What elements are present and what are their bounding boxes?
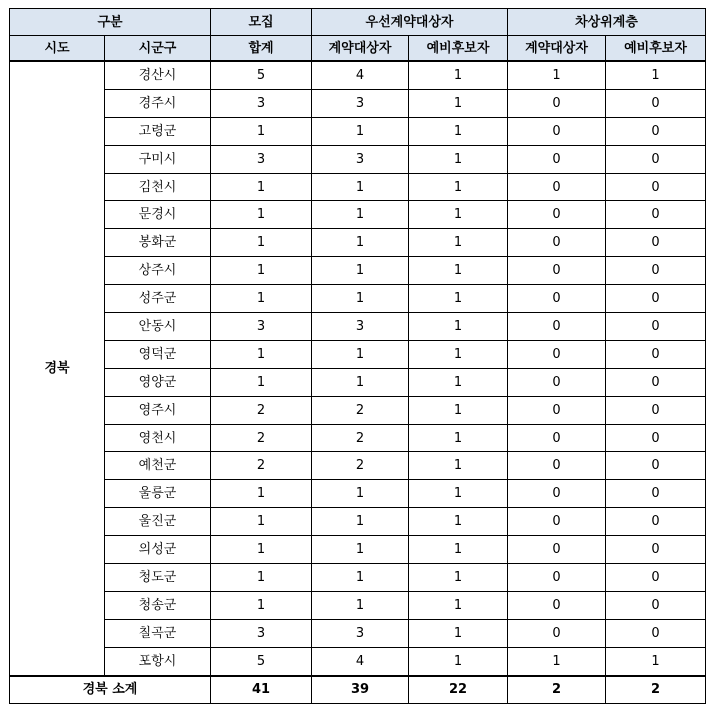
cell-next-reserve: 0 bbox=[606, 368, 706, 396]
subtotal-priority-contract: 39 bbox=[312, 676, 409, 704]
table-row bbox=[10, 536, 706, 564]
cell-next-reserve: 0 bbox=[606, 257, 706, 285]
cell-next-contract: 0 bbox=[508, 591, 606, 619]
cell-city: 영덕군 bbox=[105, 340, 211, 368]
cell-priority-reserve: 1 bbox=[409, 201, 508, 229]
subtotal-next-reserve: 2 bbox=[606, 676, 706, 704]
cell-next-reserve: 0 bbox=[606, 619, 706, 647]
header-province: 시도 bbox=[10, 36, 105, 62]
cell-next-contract: 0 bbox=[508, 508, 606, 536]
cell-priority-contract: 2 bbox=[312, 424, 409, 452]
cell-next-contract: 0 bbox=[508, 229, 606, 257]
table-row bbox=[10, 117, 706, 145]
table-row bbox=[10, 368, 706, 396]
cell-next-reserve: 0 bbox=[606, 229, 706, 257]
cell-priority-reserve: 1 bbox=[409, 591, 508, 619]
cell-next-reserve: 0 bbox=[606, 89, 706, 117]
cell-next-contract: 0 bbox=[508, 564, 606, 592]
cell-next-contract: 1 bbox=[508, 61, 606, 89]
cell-priority-reserve: 1 bbox=[409, 368, 508, 396]
cell-next-reserve: 0 bbox=[606, 591, 706, 619]
cell-city: 김천시 bbox=[105, 173, 211, 201]
cell-total: 2 bbox=[211, 424, 312, 452]
cell-next-reserve: 0 bbox=[606, 424, 706, 452]
cell-priority-reserve: 1 bbox=[409, 257, 508, 285]
cell-priority-reserve: 1 bbox=[409, 173, 508, 201]
cell-total: 1 bbox=[211, 480, 312, 508]
cell-priority-contract: 1 bbox=[312, 508, 409, 536]
table-row bbox=[10, 564, 706, 592]
table-row bbox=[10, 340, 706, 368]
cell-city: 성주군 bbox=[105, 285, 211, 313]
cell-next-reserve: 1 bbox=[606, 61, 706, 89]
cell-priority-contract: 1 bbox=[312, 591, 409, 619]
table-row bbox=[10, 591, 706, 619]
cell-next-contract: 0 bbox=[508, 145, 606, 173]
cell-city: 울진군 bbox=[105, 508, 211, 536]
cell-city: 경산시 bbox=[105, 61, 211, 89]
cell-total: 1 bbox=[211, 536, 312, 564]
cell-total: 3 bbox=[211, 313, 312, 341]
cell-next-contract: 0 bbox=[508, 480, 606, 508]
cell-next-reserve: 0 bbox=[606, 145, 706, 173]
cell-city: 울릉군 bbox=[105, 480, 211, 508]
cell-next-contract: 0 bbox=[508, 368, 606, 396]
cell-total: 2 bbox=[211, 452, 312, 480]
header-next-contract: 계약대상자 bbox=[508, 36, 606, 62]
cell-priority-reserve: 1 bbox=[409, 396, 508, 424]
table-row bbox=[10, 452, 706, 480]
table-row bbox=[10, 201, 706, 229]
cell-priority-reserve: 1 bbox=[409, 536, 508, 564]
table-row bbox=[10, 508, 706, 536]
cell-next-contract: 0 bbox=[508, 619, 606, 647]
cell-total: 1 bbox=[211, 117, 312, 145]
subtotal-next-contract: 2 bbox=[508, 676, 606, 704]
cell-total: 5 bbox=[211, 61, 312, 89]
cell-next-reserve: 0 bbox=[606, 536, 706, 564]
cell-priority-contract: 1 bbox=[312, 201, 409, 229]
header-priority-reserve: 예비후보자 bbox=[409, 36, 508, 62]
header-priority-contract: 계약대상자 bbox=[312, 36, 409, 62]
cell-priority-contract: 1 bbox=[312, 368, 409, 396]
cell-priority-contract: 1 bbox=[312, 536, 409, 564]
cell-city: 경주시 bbox=[105, 89, 211, 117]
table-row bbox=[10, 647, 706, 675]
cell-city: 문경시 bbox=[105, 201, 211, 229]
table-row bbox=[10, 313, 706, 341]
cell-priority-reserve: 1 bbox=[409, 647, 508, 675]
cell-city: 청송군 bbox=[105, 591, 211, 619]
cell-next-contract: 0 bbox=[508, 340, 606, 368]
region-cell: 경북 bbox=[10, 61, 105, 676]
cell-total: 3 bbox=[211, 619, 312, 647]
cell-priority-contract: 4 bbox=[312, 61, 409, 89]
cell-total: 5 bbox=[211, 647, 312, 675]
cell-next-reserve: 0 bbox=[606, 313, 706, 341]
cell-next-reserve: 0 bbox=[606, 508, 706, 536]
cell-total: 3 bbox=[211, 145, 312, 173]
cell-priority-contract: 1 bbox=[312, 564, 409, 592]
cell-priority-reserve: 1 bbox=[409, 424, 508, 452]
cell-priority-contract: 1 bbox=[312, 257, 409, 285]
cell-priority-reserve: 1 bbox=[409, 340, 508, 368]
cell-next-reserve: 0 bbox=[606, 173, 706, 201]
table-row bbox=[10, 229, 706, 257]
cell-next-contract: 0 bbox=[508, 424, 606, 452]
cell-priority-reserve: 1 bbox=[409, 145, 508, 173]
cell-priority-reserve: 1 bbox=[409, 564, 508, 592]
cell-city: 영천시 bbox=[105, 424, 211, 452]
header-priority: 우선계약대상자 bbox=[312, 9, 508, 36]
cell-priority-reserve: 1 bbox=[409, 285, 508, 313]
cell-total: 1 bbox=[211, 229, 312, 257]
subtotal-priority-reserve: 22 bbox=[409, 676, 508, 704]
header-next: 차상위계층 bbox=[508, 9, 706, 36]
cell-next-contract: 1 bbox=[508, 647, 606, 675]
cell-city: 안동시 bbox=[105, 313, 211, 341]
cell-next-reserve: 0 bbox=[606, 396, 706, 424]
subtotal-row bbox=[10, 676, 706, 704]
table-row bbox=[10, 424, 706, 452]
cell-next-reserve: 0 bbox=[606, 564, 706, 592]
cell-priority-contract: 1 bbox=[312, 285, 409, 313]
cell-priority-contract: 4 bbox=[312, 647, 409, 675]
cell-city: 칠곡군 bbox=[105, 619, 211, 647]
cell-priority-contract: 3 bbox=[312, 619, 409, 647]
cell-next-reserve: 0 bbox=[606, 480, 706, 508]
cell-next-contract: 0 bbox=[508, 285, 606, 313]
cell-total: 1 bbox=[211, 173, 312, 201]
cell-next-reserve: 1 bbox=[606, 647, 706, 675]
cell-total: 1 bbox=[211, 368, 312, 396]
table-row bbox=[10, 145, 706, 173]
cell-priority-contract: 2 bbox=[312, 396, 409, 424]
cell-city: 영주시 bbox=[105, 396, 211, 424]
cell-city: 고령군 bbox=[105, 117, 211, 145]
cell-city: 영양군 bbox=[105, 368, 211, 396]
cell-next-contract: 0 bbox=[508, 536, 606, 564]
cell-total: 3 bbox=[211, 89, 312, 117]
table-row bbox=[10, 396, 706, 424]
cell-total: 1 bbox=[211, 285, 312, 313]
cell-priority-reserve: 1 bbox=[409, 229, 508, 257]
cell-city: 예천군 bbox=[105, 452, 211, 480]
table-row bbox=[10, 89, 706, 117]
cell-next-reserve: 0 bbox=[606, 452, 706, 480]
cell-next-contract: 0 bbox=[508, 452, 606, 480]
cell-priority-contract: 3 bbox=[312, 145, 409, 173]
cell-priority-reserve: 1 bbox=[409, 619, 508, 647]
subtotal-total: 41 bbox=[211, 676, 312, 704]
cell-next-contract: 0 bbox=[508, 396, 606, 424]
header-total: 합계 bbox=[211, 36, 312, 62]
cell-priority-reserve: 1 bbox=[409, 452, 508, 480]
cell-next-reserve: 0 bbox=[606, 201, 706, 229]
recruitment-table bbox=[9, 8, 706, 704]
header-city: 시군구 bbox=[105, 36, 211, 62]
table-row bbox=[10, 61, 706, 89]
header-category: 구분 bbox=[10, 9, 211, 36]
cell-priority-reserve: 1 bbox=[409, 313, 508, 341]
cell-priority-contract: 1 bbox=[312, 340, 409, 368]
cell-priority-contract: 3 bbox=[312, 89, 409, 117]
cell-city: 상주시 bbox=[105, 257, 211, 285]
cell-total: 1 bbox=[211, 508, 312, 536]
cell-next-contract: 0 bbox=[508, 313, 606, 341]
cell-priority-reserve: 1 bbox=[409, 480, 508, 508]
cell-city: 청도군 bbox=[105, 564, 211, 592]
table-row bbox=[10, 257, 706, 285]
cell-priority-contract: 1 bbox=[312, 173, 409, 201]
cell-priority-contract: 2 bbox=[312, 452, 409, 480]
cell-priority-contract: 1 bbox=[312, 117, 409, 145]
table-row bbox=[10, 285, 706, 313]
cell-next-contract: 0 bbox=[508, 173, 606, 201]
subtotal-label: 경북 소계 bbox=[10, 676, 211, 704]
cell-priority-contract: 1 bbox=[312, 229, 409, 257]
cell-next-reserve: 0 bbox=[606, 340, 706, 368]
cell-city: 포항시 bbox=[105, 647, 211, 675]
cell-priority-reserve: 1 bbox=[409, 89, 508, 117]
cell-next-reserve: 0 bbox=[606, 285, 706, 313]
cell-next-contract: 0 bbox=[508, 89, 606, 117]
table-row bbox=[10, 173, 706, 201]
cell-total: 1 bbox=[211, 340, 312, 368]
cell-total: 1 bbox=[211, 257, 312, 285]
cell-next-contract: 0 bbox=[508, 201, 606, 229]
cell-total: 1 bbox=[211, 591, 312, 619]
table-row bbox=[10, 619, 706, 647]
table-row bbox=[10, 480, 706, 508]
header-recruit: 모집 bbox=[211, 9, 312, 36]
cell-next-reserve: 0 bbox=[606, 117, 706, 145]
cell-priority-reserve: 1 bbox=[409, 61, 508, 89]
cell-city: 봉화군 bbox=[105, 229, 211, 257]
cell-priority-contract: 1 bbox=[312, 480, 409, 508]
table-body bbox=[10, 61, 706, 676]
cell-priority-reserve: 1 bbox=[409, 117, 508, 145]
cell-next-contract: 0 bbox=[508, 117, 606, 145]
cell-priority-contract: 3 bbox=[312, 313, 409, 341]
cell-priority-reserve: 1 bbox=[409, 508, 508, 536]
header-next-reserve: 예비후보자 bbox=[606, 36, 706, 62]
cell-total: 1 bbox=[211, 201, 312, 229]
cell-total: 1 bbox=[211, 564, 312, 592]
cell-city: 구미시 bbox=[105, 145, 211, 173]
cell-next-contract: 0 bbox=[508, 257, 606, 285]
cell-city: 의성군 bbox=[105, 536, 211, 564]
cell-total: 2 bbox=[211, 396, 312, 424]
